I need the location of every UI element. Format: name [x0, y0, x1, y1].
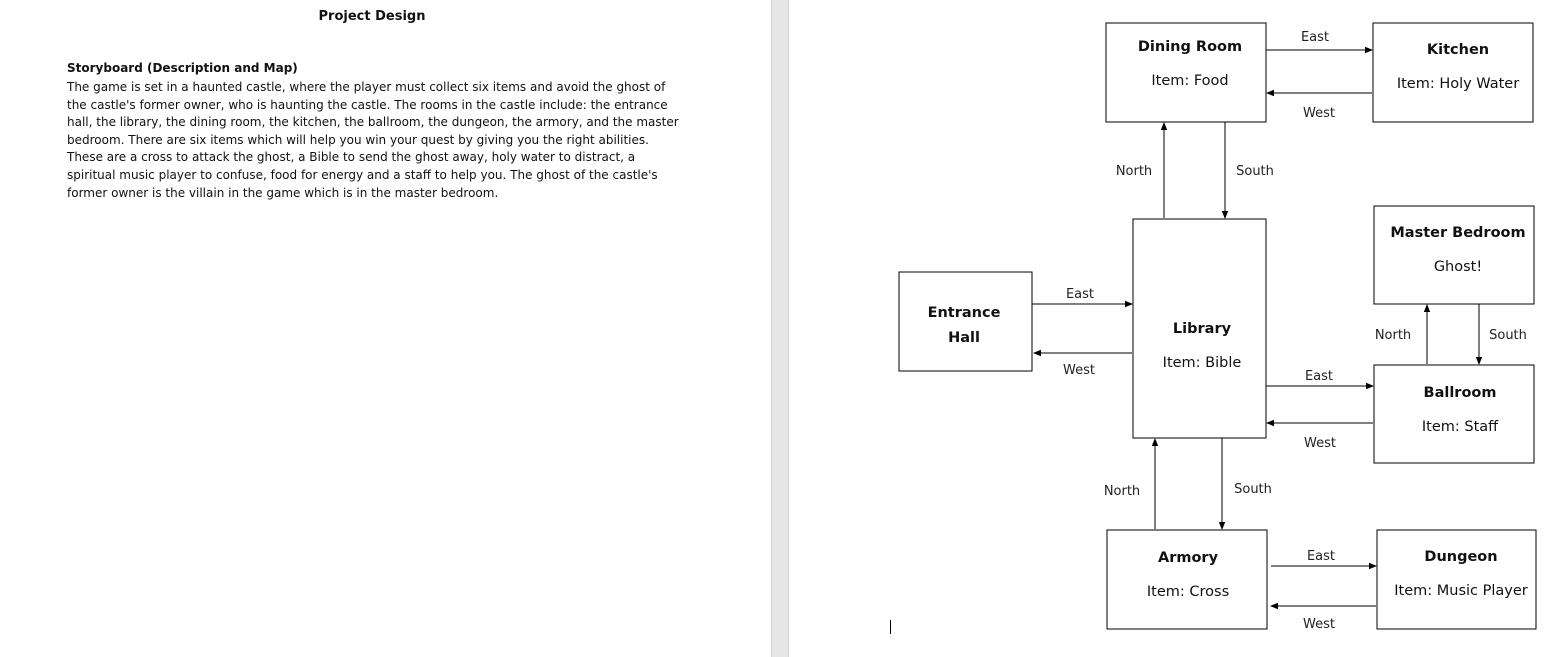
room-item: Item: Food [1151, 73, 1229, 89]
room-name: Library [1172, 321, 1232, 337]
text-cursor [890, 620, 891, 634]
direction-label: West [1303, 106, 1335, 121]
direction-label: West [1303, 617, 1335, 632]
room-name: Master Bedroom [1390, 225, 1526, 241]
room-name: Ballroom [1423, 385, 1497, 401]
room-item: Item: Cross [1146, 584, 1230, 600]
room-ballroom [1374, 365, 1534, 463]
room-kitchen [1373, 23, 1533, 122]
room-armory [1107, 530, 1267, 629]
room-name-line2: Hall [948, 330, 980, 346]
storyboard-heading: Storyboard (Description and Map) [67, 61, 298, 75]
room-name: Dining Room [1137, 39, 1243, 55]
direction-label: South [1489, 328, 1527, 343]
direction-label: North [1374, 328, 1412, 343]
room-name-line1: Entrance [927, 305, 1001, 321]
storyboard-paragraph: The game is set in a haunted castle, where the player must collect six items and avoid the ghost of the castle's former owner, who is haunting the castle. The rooms in the castle include: the entrance hall, the library, the dining room, the kitchen, the ballroom, the dungeon, the armory, and the master bedroom. There are six items which will help you win your quest by giving you the right abilities. These are a cross to attack the ghost, a Bible to send the ghost away, holy water to distract, a spiritual music player to confuse, food for energy and a staff to help you. The ghost of the castle's former owner is the villain in the game which is in the master bedroom. [67, 80, 679, 200]
direction-label: East [1300, 30, 1330, 45]
room-dungeon [1377, 530, 1536, 629]
direction-label: South [1234, 482, 1272, 497]
direction-label: South [1236, 164, 1274, 179]
page-title: Project Design [318, 9, 426, 24]
room-dining-room [1106, 23, 1266, 122]
room-item: Ghost! [1433, 259, 1483, 275]
room-name: Dungeon [1424, 549, 1498, 565]
direction-label: East [1065, 287, 1095, 302]
room-item: Item: Bible [1162, 355, 1242, 371]
room-name: Armory [1157, 550, 1219, 566]
direction-label: East [1306, 549, 1336, 564]
room-name: Kitchen [1426, 42, 1490, 58]
direction-label: North [1103, 484, 1141, 499]
room-entrance-hall [899, 272, 1032, 371]
direction-label: West [1304, 436, 1336, 451]
room-item: Item: Staff [1421, 419, 1499, 435]
room-master-bedroom [1374, 206, 1534, 304]
room-item: Item: Music Player [1394, 583, 1528, 599]
direction-label: North [1115, 164, 1153, 179]
room-item: Item: Holy Water [1396, 76, 1520, 92]
direction-label: West [1063, 363, 1095, 378]
direction-label: East [1304, 369, 1334, 384]
room-library [1133, 219, 1266, 438]
